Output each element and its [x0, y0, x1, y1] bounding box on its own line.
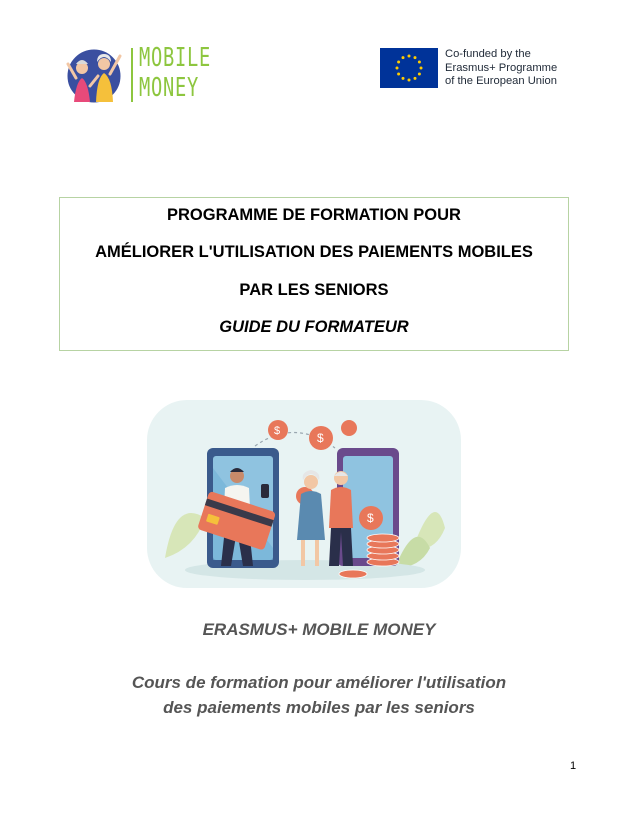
eu-flag-icon — [380, 48, 438, 88]
page-number: 1 — [570, 760, 577, 772]
guide-title: GUIDE DU FORMATEUR — [219, 318, 409, 336]
logo-text-money: MONEY — [139, 73, 199, 103]
eu-cofunding-text — [445, 48, 580, 89]
course-line-1: Cours de formation pour améliorer l'utilisation — [131, 673, 507, 692]
title-line-3: PAR LES SENIORS — [239, 281, 389, 299]
eu-cofunding-block — [380, 48, 580, 92]
course-description — [0, 670, 638, 720]
logo-text-mobile: MOBILE — [139, 43, 211, 73]
coin-symbol-1: $ — [274, 425, 281, 437]
mobile-payment-seniors-illustration — [145, 398, 463, 590]
eu-text-line1: Co-funded by the — [445, 48, 531, 60]
project-subtitle: ERASMUS+ MOBILE MONEY — [202, 620, 436, 639]
eu-text-line2: Erasmus+ Programme — [445, 61, 558, 74]
coin-symbol-3: $ — [367, 511, 374, 525]
eu-text-line3: of the European Union — [445, 75, 557, 88]
mobile-money-logo — [66, 42, 216, 108]
title-line-2: AMÉLIORER L'UTILISATION DES PAIEMENTS MOBILES — [95, 243, 533, 261]
title-box — [59, 197, 569, 351]
coin-symbol-2: $ — [317, 431, 324, 445]
mobile-payment-illustration — [145, 398, 463, 590]
course-line-2: des paiements mobiles par les seniors — [163, 698, 475, 717]
title-line-1: PROGRAMME DE FORMATION POUR — [167, 206, 461, 224]
